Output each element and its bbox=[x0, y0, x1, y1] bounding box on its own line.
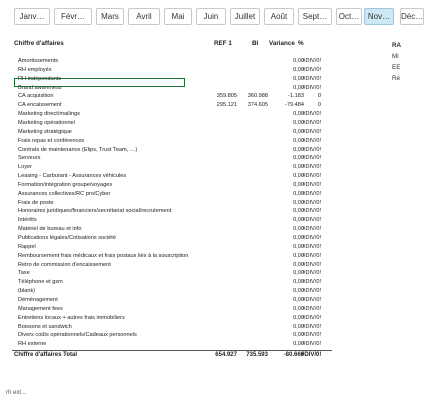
cell-percent: #DIV/0! bbox=[302, 305, 321, 312]
table-row[interactable] bbox=[12, 261, 332, 270]
cell-percent: #DIV/0! bbox=[302, 270, 321, 277]
right-panel-line: Ré bbox=[392, 75, 401, 82]
cell-variance: 0,00 bbox=[293, 208, 304, 215]
row-label: Rappel bbox=[18, 243, 36, 250]
row-label: Loyer bbox=[18, 164, 32, 171]
row-label: Amortissements bbox=[18, 58, 59, 64]
month-button-4[interactable]: Mai bbox=[164, 8, 192, 25]
row-label: Contrats de maintenance (Elips, Trust Team, …) bbox=[18, 146, 138, 153]
cell-percent: #DIV/0! bbox=[302, 217, 321, 224]
month-button-8[interactable]: Sept… bbox=[298, 8, 332, 25]
cell-variance: 0,00 bbox=[293, 305, 304, 312]
cell-variance: 0,00 bbox=[293, 137, 304, 144]
table-row[interactable] bbox=[12, 225, 332, 234]
row-label: Matériel de bureau et info bbox=[18, 226, 82, 233]
row-label: Divers coûts opérationnels/Cadeaux personnels bbox=[18, 332, 137, 339]
row-label: Formation/intégration groupe/voyages bbox=[18, 181, 113, 188]
cell-percent: #DIV/0! bbox=[302, 199, 321, 206]
table-row[interactable] bbox=[12, 128, 332, 137]
cell-variance: 0,00 bbox=[293, 119, 304, 126]
table-row[interactable] bbox=[12, 278, 332, 287]
row-label: Taxe bbox=[18, 270, 30, 277]
cell-percent: #DIV/0! bbox=[302, 164, 321, 171]
cell-variance: 0,00 bbox=[293, 279, 304, 286]
table-title: Chiffre d'affaires bbox=[14, 40, 64, 47]
cell-variance: 0,00 bbox=[293, 75, 304, 82]
table-row[interactable] bbox=[12, 199, 332, 208]
cell-variance: 0,00 bbox=[293, 155, 304, 162]
cell-variance: 0,00 bbox=[293, 146, 304, 153]
cell-percent: #DIV/0! bbox=[302, 252, 321, 259]
month-button-6[interactable]: Juillet bbox=[230, 8, 260, 25]
row-label: RH employés bbox=[18, 66, 52, 73]
row-label: Remboursement frais médicaux et frais postaux liés à la souscription bbox=[18, 252, 189, 259]
table-row[interactable] bbox=[12, 137, 332, 146]
total-bi: 735.593 bbox=[246, 352, 268, 359]
cell-variance: 0,00 bbox=[293, 181, 304, 188]
row-label: Leasing - Carburant - Assurances véhicules bbox=[18, 173, 127, 180]
right-panel-line: EE bbox=[392, 64, 401, 71]
total-ref: 654.927 bbox=[215, 352, 237, 359]
table-row[interactable] bbox=[12, 252, 332, 261]
table-row[interactable] bbox=[12, 92, 332, 101]
cell-percent: #DIV/0! bbox=[302, 181, 321, 188]
cell-percent: #DIV/0! bbox=[302, 288, 321, 295]
cell-variance: 0,00 bbox=[293, 66, 304, 73]
right-panel-line: Mi bbox=[392, 53, 399, 60]
month-button-2[interactable]: Mars bbox=[96, 8, 124, 25]
row-label: Déménagement bbox=[18, 296, 58, 303]
cell-percent: #DIV/0! bbox=[302, 226, 321, 233]
cell-percent: #DIV/0! bbox=[302, 84, 321, 91]
month-button-9[interactable]: Oct… bbox=[336, 8, 362, 25]
cell-ref: 359.805 bbox=[216, 93, 237, 100]
cell-variance: 0,00 bbox=[293, 296, 304, 303]
cell-variance: -79.484 bbox=[285, 102, 304, 109]
row-label: Brand awareness bbox=[18, 84, 62, 91]
cell-percent: #DIV/0! bbox=[302, 119, 321, 126]
cell-variance: 0,00 bbox=[293, 164, 304, 171]
row-label: Téléphone et gsm bbox=[18, 279, 63, 286]
cell-variance: 0,00 bbox=[293, 128, 304, 135]
row-label: CA acquisition bbox=[18, 93, 54, 100]
table-row[interactable] bbox=[12, 207, 332, 216]
row-label: Publications légales/Cotisations société bbox=[18, 235, 116, 241]
cell-percent: #DIV/0! bbox=[302, 75, 321, 82]
month-button-1[interactable]: Févr… bbox=[54, 8, 92, 25]
month-button-11[interactable]: Déc… bbox=[400, 8, 424, 25]
col-header-bi: BI bbox=[252, 40, 259, 47]
cell-variance: 0,00 bbox=[293, 190, 304, 197]
cell-variance: 0,00 bbox=[293, 270, 304, 277]
cell-ref: 295.121 bbox=[216, 102, 237, 109]
cell-variance: 0,00 bbox=[293, 226, 304, 233]
cell-percent: #DIV/0! bbox=[302, 314, 321, 321]
table-row[interactable] bbox=[12, 181, 332, 190]
right-panel-header: RA bbox=[392, 42, 402, 49]
cell-percent: #DIV/0! bbox=[302, 137, 321, 144]
cell-percent: #DIV/0! bbox=[302, 296, 321, 303]
row-label: RH externe bbox=[18, 341, 47, 348]
month-button-5[interactable]: Juin bbox=[196, 8, 226, 25]
cell-percent: 0 bbox=[317, 102, 321, 109]
right-panel bbox=[392, 40, 401, 84]
row-label: Frais de poste bbox=[18, 199, 54, 206]
row-label: Entretiens locaux + autres frais immobiliers bbox=[18, 314, 125, 321]
cell-percent: #DIV/0! bbox=[302, 58, 321, 64]
row-label: Retro de commission d'encaissement bbox=[18, 261, 111, 268]
cell-percent: #DIV/0! bbox=[302, 323, 321, 330]
table-row[interactable] bbox=[12, 340, 332, 349]
cell-variance: 0,00 bbox=[293, 58, 304, 64]
cell-variance: -1.183 bbox=[288, 93, 304, 100]
table-row[interactable] bbox=[12, 323, 332, 332]
month-button-3[interactable]: Avril bbox=[128, 8, 160, 25]
cell-percent: #DIV/0! bbox=[302, 261, 321, 268]
cell-percent: #DIV/0! bbox=[302, 66, 321, 73]
cell-variance: 0,00 bbox=[293, 199, 304, 206]
cell-percent: #DIV/0! bbox=[302, 208, 321, 215]
cell-percent: #DIV/0! bbox=[302, 155, 321, 162]
table-row[interactable] bbox=[12, 110, 332, 119]
row-label: (blank) bbox=[18, 288, 36, 295]
row-label: Assurances collectives/RC pro/Cyber bbox=[18, 190, 111, 197]
table-row[interactable] bbox=[12, 146, 332, 155]
cell-variance: 0,00 bbox=[293, 332, 304, 339]
cell-percent: #DIV/0! bbox=[302, 243, 321, 250]
cell-percent: #DIV/0! bbox=[302, 190, 321, 197]
row-label: Marketing opérationnel bbox=[18, 119, 75, 126]
row-label: Intérêts bbox=[18, 217, 37, 224]
cell-variance: 0,00 bbox=[293, 173, 304, 180]
cell-percent: #DIV/0! bbox=[302, 341, 321, 348]
table-row[interactable] bbox=[12, 331, 332, 340]
cell-variance: 0,00 bbox=[293, 235, 304, 241]
table-row[interactable] bbox=[12, 172, 332, 181]
col-header-variance: Variance bbox=[269, 40, 295, 47]
month-button-0[interactable]: Janv… bbox=[14, 8, 50, 25]
cell-variance: 0,00 bbox=[293, 111, 304, 118]
row-label: Serveurs bbox=[18, 155, 41, 162]
cell-percent: 0 bbox=[317, 93, 321, 100]
month-button-10[interactable]: Nov… bbox=[364, 8, 394, 25]
table-row[interactable] bbox=[12, 190, 332, 199]
col-header-percent: % bbox=[298, 40, 304, 47]
table-row[interactable] bbox=[12, 163, 332, 172]
cell-percent: #DIV/0! bbox=[302, 173, 321, 180]
cell-variance: 0,00 bbox=[293, 252, 304, 259]
total-label: Chiffre d'affaires Total bbox=[14, 352, 77, 359]
cell-variance: 0,00 bbox=[293, 84, 304, 91]
row-label: Honoraires juridiques/financiers/secrétariat social/recrutement bbox=[18, 208, 172, 215]
month-slicer bbox=[14, 8, 424, 26]
total-variance: -80.666 bbox=[283, 352, 304, 359]
table-row[interactable] bbox=[12, 296, 332, 305]
row-label: Management fees bbox=[18, 305, 63, 312]
cell-percent: #DIV/0! bbox=[302, 146, 321, 153]
cell-percent: #DIV/0! bbox=[302, 111, 321, 118]
table-row[interactable] bbox=[12, 243, 332, 252]
col-header-ref: REF 1 bbox=[214, 40, 232, 47]
cell-percent: #DIV/0! bbox=[302, 235, 321, 241]
row-label: Marketing direct/mailings bbox=[18, 111, 80, 118]
row-label: RH indépendants bbox=[18, 75, 62, 82]
table-row[interactable] bbox=[12, 305, 332, 314]
table-row[interactable] bbox=[12, 66, 332, 75]
month-button-7[interactable]: Août bbox=[264, 8, 294, 25]
cell-percent: #DIV/0! bbox=[302, 128, 321, 135]
table-row[interactable] bbox=[12, 57, 332, 66]
bottom-text: rh ext… bbox=[6, 390, 28, 396]
table-row[interactable] bbox=[12, 314, 332, 323]
cell-variance: 0,00 bbox=[293, 323, 304, 330]
table-row[interactable] bbox=[12, 216, 332, 225]
cell-variance: 0,00 bbox=[293, 341, 304, 348]
cell-percent: #DIV/0! bbox=[302, 332, 321, 339]
table-row[interactable] bbox=[12, 119, 332, 128]
row-label: CA encaissement bbox=[18, 102, 62, 109]
total-percent: #DIV/0! bbox=[301, 352, 322, 359]
row-label: Boissons et sandwich bbox=[18, 323, 72, 330]
selected-cell-outline bbox=[14, 78, 185, 87]
row-label: Frais repas et conférences bbox=[18, 137, 85, 144]
cell-variance: 0,00 bbox=[293, 288, 304, 295]
cell-variance: 0,00 bbox=[293, 261, 304, 268]
total-row bbox=[12, 351, 332, 360]
cell-variance: 0,00 bbox=[293, 314, 304, 321]
row-label: Marketing stratégique bbox=[18, 128, 72, 135]
table-row[interactable] bbox=[12, 154, 332, 163]
cell-percent: #DIV/0! bbox=[302, 279, 321, 286]
table-row[interactable] bbox=[12, 269, 332, 278]
table-row[interactable] bbox=[12, 101, 332, 110]
table-row[interactable] bbox=[12, 287, 332, 296]
cell-bi: 360.988 bbox=[247, 93, 268, 100]
table-row[interactable] bbox=[12, 234, 332, 243]
cell-bi: 374.605 bbox=[247, 102, 268, 109]
cell-variance: 0,00 bbox=[293, 217, 304, 224]
cell-variance: 0,00 bbox=[293, 243, 304, 250]
